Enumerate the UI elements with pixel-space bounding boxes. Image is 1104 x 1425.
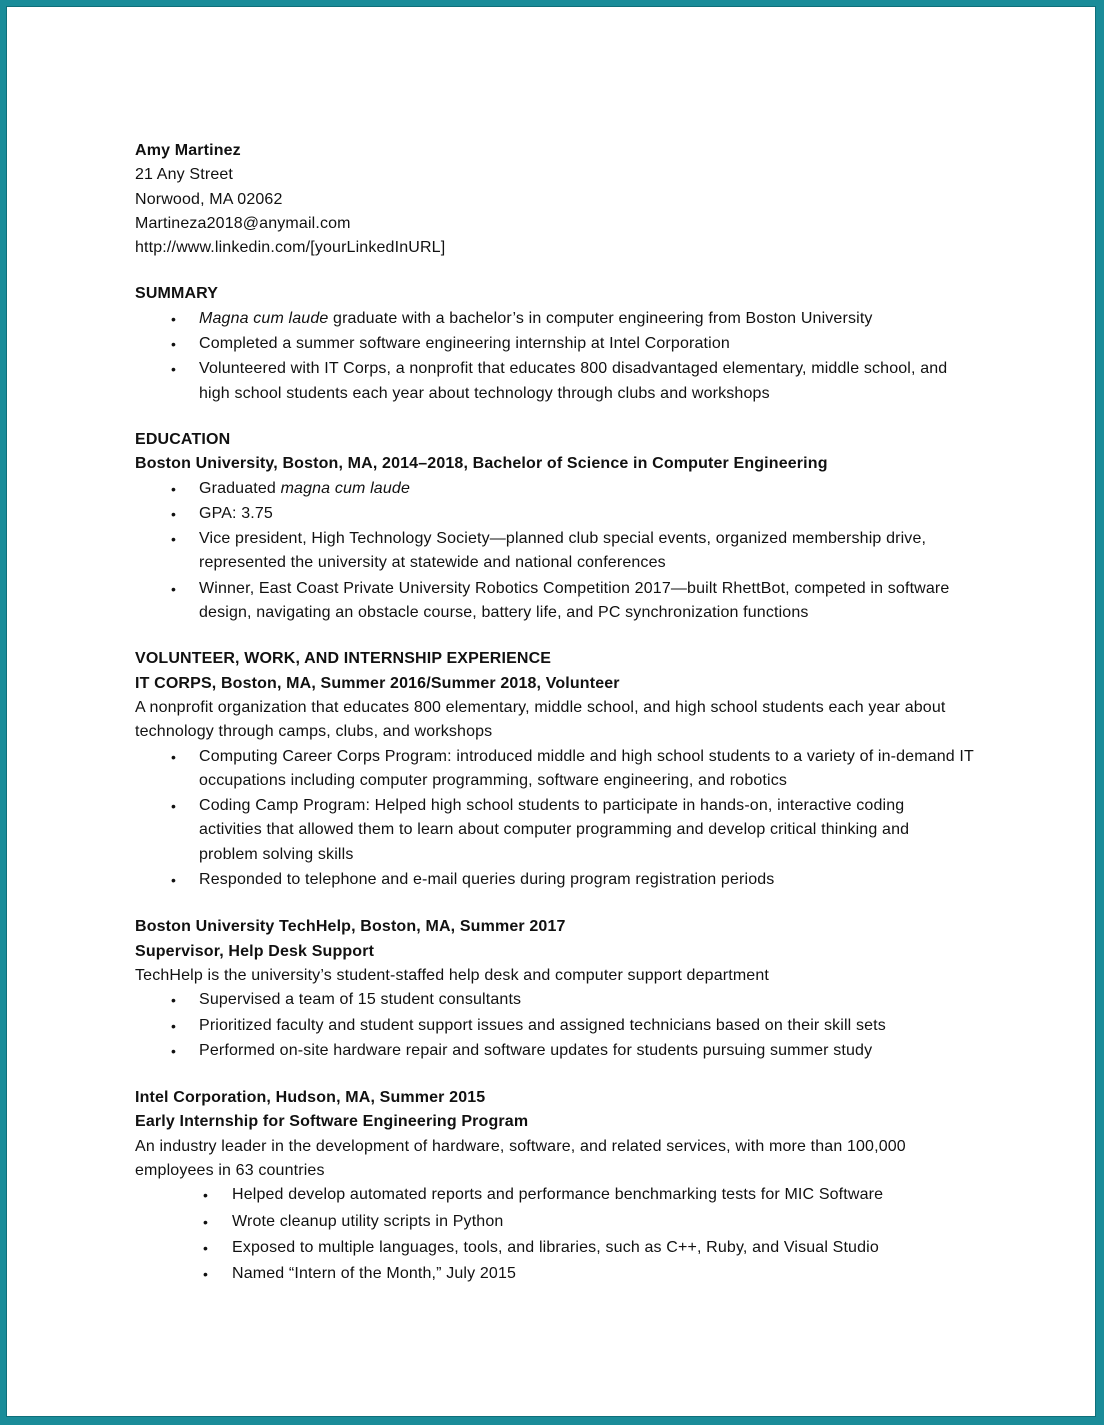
bullet-icon: • [171,310,177,327]
itcorps-bullet-text: Computing Career Corps Program: introduced middle and high school students to a variety of in-demand IT occupations including computer programming, software engineering, and robotics [199,747,974,789]
itcorps-entry [135,672,995,893]
summary-item1-italic: Magna cum laude [199,309,329,327]
list-item [135,1014,995,1038]
intel-bullet-text: Exposed to multiple languages, tools, and libraries, such as C++, Ruby, and Visual Studio [232,1238,879,1256]
list-item [135,988,995,1012]
list-item [135,745,995,794]
list-item [135,1039,995,1063]
list-item [135,1210,995,1234]
bullet-icon: • [171,872,177,889]
summary-item2-text: Completed a summer software engineering internship at Intel Corporation [199,335,730,353]
education-list [135,477,995,626]
list-item [135,1262,995,1286]
bullet-icon: • [203,1213,209,1230]
list-item [135,868,995,892]
intel-list [135,1183,995,1286]
intel-bullet-text: Named “Intern of the Month,” July 2015 [232,1265,517,1283]
list-item [135,502,995,526]
education-item4-text: Winner, East Coast Private University Robotics Competition 2017—built RhettBot, competed in software design, navigating an obstacle course, battery life, and PC synchronization functions [199,579,950,622]
education-item3-text: Vice president, High Technology Society—planned club special events, organized membership drive, represented the university at statewide and national conferences [199,530,927,572]
bullet-icon: • [171,505,177,522]
spacer [135,1064,995,1086]
contact-city: Norwood, MA 02062 [135,190,283,208]
summary-heading: SUMMARY [135,285,219,303]
education-item2-text: GPA: 3.75 [199,504,273,522]
bullet-icon: • [203,1239,209,1256]
education-school: Boston University, Boston, MA, 2014–2018, Bachelor of Science in Computer Engineering [135,455,828,473]
contact-block [135,139,995,260]
contact-name: Amy Martinez [135,142,241,159]
list-item [135,527,995,576]
experience-heading: VOLUNTEER, WORK, AND INTERNSHIP EXPERIENCE [135,650,552,668]
bullet-icon: • [171,531,177,548]
education-item1-prefix: Graduated [199,479,281,497]
contact-email[interactable]: Martineza2018@anymail.com [135,214,351,232]
contact-street: 21 Any Street [135,166,234,184]
intel-bullet-text: Helped develop automated reports and performance benchmarking tests for MIC Software [232,1186,884,1204]
list-item [135,1236,995,1260]
bullet-icon: • [171,992,177,1009]
techhelp-description: TechHelp is the university’s student-staffed help desk and computer support department [135,966,769,984]
list-item [135,307,995,331]
list-item [135,794,995,867]
bullet-icon: • [171,748,177,765]
summary-item1-text: graduate with a bachelor’s in computer engineering from Boston University [328,309,873,327]
intel-description: An industry leader in the development of hardware, software, and related services, with more than 100,000 employees in 63 countries [135,1137,906,1179]
resume-page [6,6,1096,1417]
list-item [135,1183,995,1207]
resume-content [135,139,995,1288]
summary-list [135,307,995,406]
bullet-icon: • [171,361,177,378]
list-item [135,477,995,501]
list-item [135,332,995,356]
itcorps-bullet-text: Coding Camp Program: Helped high school students to participate in hands-on, interactive coding activities that allowed them to learn about computer programming and develop critical thinking and problem solving skills [199,797,910,863]
itcorps-list [135,745,995,893]
list-item [135,357,995,406]
bullet-icon: • [203,1266,209,1283]
techhelp-bullet-text: Supervised a team of 15 student consultants [199,991,522,1009]
list-item [135,577,995,626]
education-item1-italic: magna cum laude [280,479,410,497]
bullet-icon: • [171,1017,177,1034]
itcorps-bullet-text: Responded to telephone and e-mail queries during program registration periods [199,871,775,889]
bullet-icon: • [171,798,177,815]
intel-bullet-text: Wrote cleanup utility scripts in Python [232,1212,504,1230]
intel-entry [135,1086,995,1286]
contact-linkedin[interactable]: http://www.linkedin.com/[yourLinkedInURL] [135,239,446,257]
techhelp-bullet-text: Prioritized faculty and student support issues and assigned technicians based on their skill sets [199,1016,886,1034]
summary-item3-text: Volunteered with IT Corps, a nonprofit that educates 800 disadvantaged elementary, middle school, and high school students each year about technology through clubs and workshops [199,360,948,402]
intel-role: Early Internship for Software Engineering Program [135,1113,529,1131]
techhelp-entry [135,915,995,1063]
bullet-icon: • [171,580,177,597]
intel-title: Intel Corporation, Hudson, MA, Summer 2015 [135,1089,486,1107]
techhelp-bullet-text: Performed on-site hardware repair and software updates for students pursuing summer study [199,1041,873,1059]
techhelp-role: Supervisor, Help Desk Support [135,942,375,960]
bullet-icon: • [171,336,177,353]
itcorps-title: IT CORPS, Boston, MA, Summer 2016/Summer 2018, Volunteer [135,674,620,692]
bullet-icon: • [203,1187,209,1204]
spacer [135,893,995,915]
techhelp-title: Boston University TechHelp, Boston, MA, Summer 2017 [135,918,566,936]
bullet-icon: • [171,480,177,497]
education-heading: EDUCATION [135,430,231,448]
bullet-icon: • [171,1042,177,1059]
itcorps-description: A nonprofit organization that educates 800 elementary, middle school, and high school students each year about technology through camps, clubs, and workshops [135,698,946,741]
techhelp-list [135,988,995,1063]
